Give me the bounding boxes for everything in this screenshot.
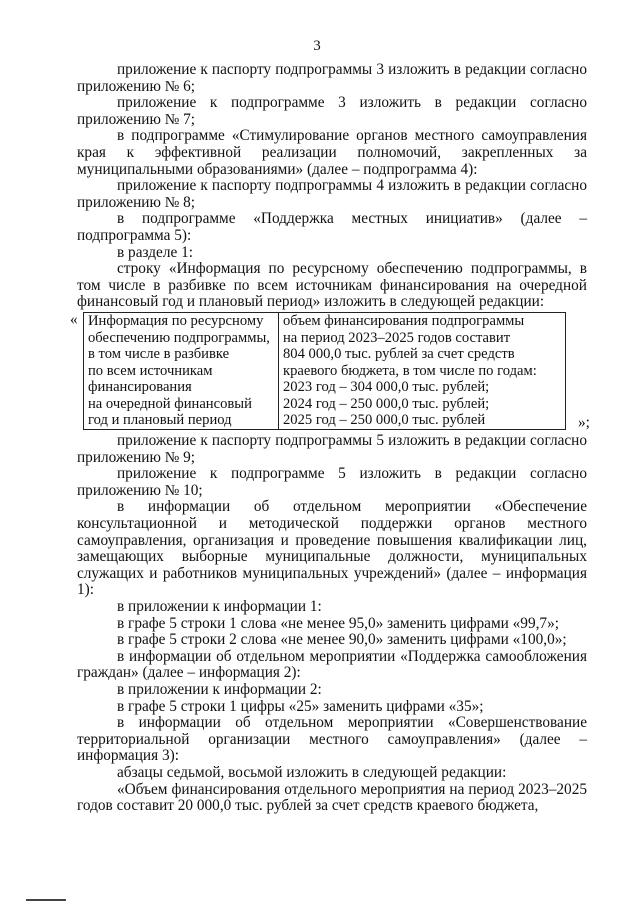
table-line: на период 2023–2025 годов составит <box>283 329 511 346</box>
table-line: 804 000,0 тыс. рублей за счет средств <box>283 346 515 363</box>
paragraph: приложение к паспорту подпрограммы 4 изложить в редакции согласно приложению № 8; <box>77 177 587 211</box>
table-line: год и плановый период <box>88 412 232 429</box>
table-line: по всем источникам <box>88 362 213 379</box>
paragraph: в графе 5 строки 2 слова «не менее 90,0» заменить цифрами «100,0»; <box>117 631 567 649</box>
table-line: краевого бюджета, в том числе по годам: <box>283 362 537 379</box>
paragraph: в приложении к информации 1: <box>117 598 322 615</box>
passport-row-table <box>70 310 590 432</box>
paragraph: в информации об отдельном мероприятии «Совершенствование территориальной организации местного самоуправления» (далее – информация 3): <box>77 714 587 765</box>
paragraph: в разделе 1: <box>117 243 193 261</box>
table-line: в том числе в разбивке <box>88 346 230 363</box>
table-cell-left <box>84 312 279 429</box>
table-line: Информация по ресурсному <box>88 312 264 329</box>
table-cell-right <box>279 312 566 429</box>
paragraph: приложение к подпрограмме 5 изложить в редакции согласно приложению № 10; <box>77 465 587 499</box>
paragraph: в информации об отдельном мероприятии «Поддержка самообложения граждан» (далее – информация 2): <box>77 647 587 682</box>
paragraph: приложение к паспорту подпрограммы 5 изложить в редакции согласно приложению № 9; <box>77 432 587 466</box>
table-line: финансирования <box>88 379 192 396</box>
page-number: 3 <box>313 38 321 54</box>
paragraph: «Объем финансирования отдельного мероприятия на период 2023–2025 годов составит 20 000,0 тыс. рублей за счет средств краевого бюджета, <box>77 780 587 815</box>
paragraph: в графе 5 строки 1 цифры «25» заменить цифрами «35»; <box>117 697 484 715</box>
paragraph: в графе 5 строки 1 слова «не менее 95,0» заменить цифрами «99,7»; <box>117 614 559 632</box>
paragraph: в информации об отдельном мероприятии «Обеспечение консультационной и методической поддержки органов местного самоуправления, организация и проведение повышения квалификации лиц, замещающих выборные муниципальные должности, муниципальных служащих и работников муниципальных учреждений» (далее – информация 1): <box>77 498 587 599</box>
table-line: на очередной финансовый <box>88 395 252 412</box>
table-line: 2023 год – 304 000,0 тыс. рублей; <box>283 379 490 396</box>
table-line: обеспечению подпрограммы, <box>88 329 270 346</box>
document-body <box>70 61 590 815</box>
paragraph-cont: приложение к паспорту подпрограммы 3 изложить в редакции согласно приложению № 6; <box>77 61 587 95</box>
open-quote: « <box>70 310 78 328</box>
paragraph: приложение к подпрограмме 3 изложить в редакции согласно приложению № 7; <box>77 94 587 128</box>
paragraph: в приложении к информации 2: <box>117 680 322 698</box>
page-edge-mark <box>26 899 66 901</box>
paragraph: в подпрограмме «Поддержка местных инициатив» (далее – подпрограмма 5): <box>77 210 587 244</box>
table-line: объем финансирования подпрограммы <box>283 312 525 329</box>
paragraph: в подпрограмме «Стимулирование органов местного самоуправления края к эффективной реализации полномочий, закрепленных за муниципальными образованиями» (далее – подпрограмма 4): <box>77 127 587 178</box>
close-quote: »; <box>578 414 590 432</box>
paragraph: абзацы седьмой, восьмой изложить в следующей редакции: <box>117 763 507 781</box>
replacement-table <box>83 312 566 430</box>
table-line: 2024 год – 250 000,0 тыс. рублей; <box>283 395 490 412</box>
table-line: 2025 год – 250 000,0 тыс. рублей <box>283 412 486 429</box>
paragraph: строку «Информация по ресурсному обеспечению подпрограммы, в том числе в разбивке по всем источникам финансирования на очередной финансовый год и плановый период» изложить в следующей редакции: <box>77 260 587 311</box>
